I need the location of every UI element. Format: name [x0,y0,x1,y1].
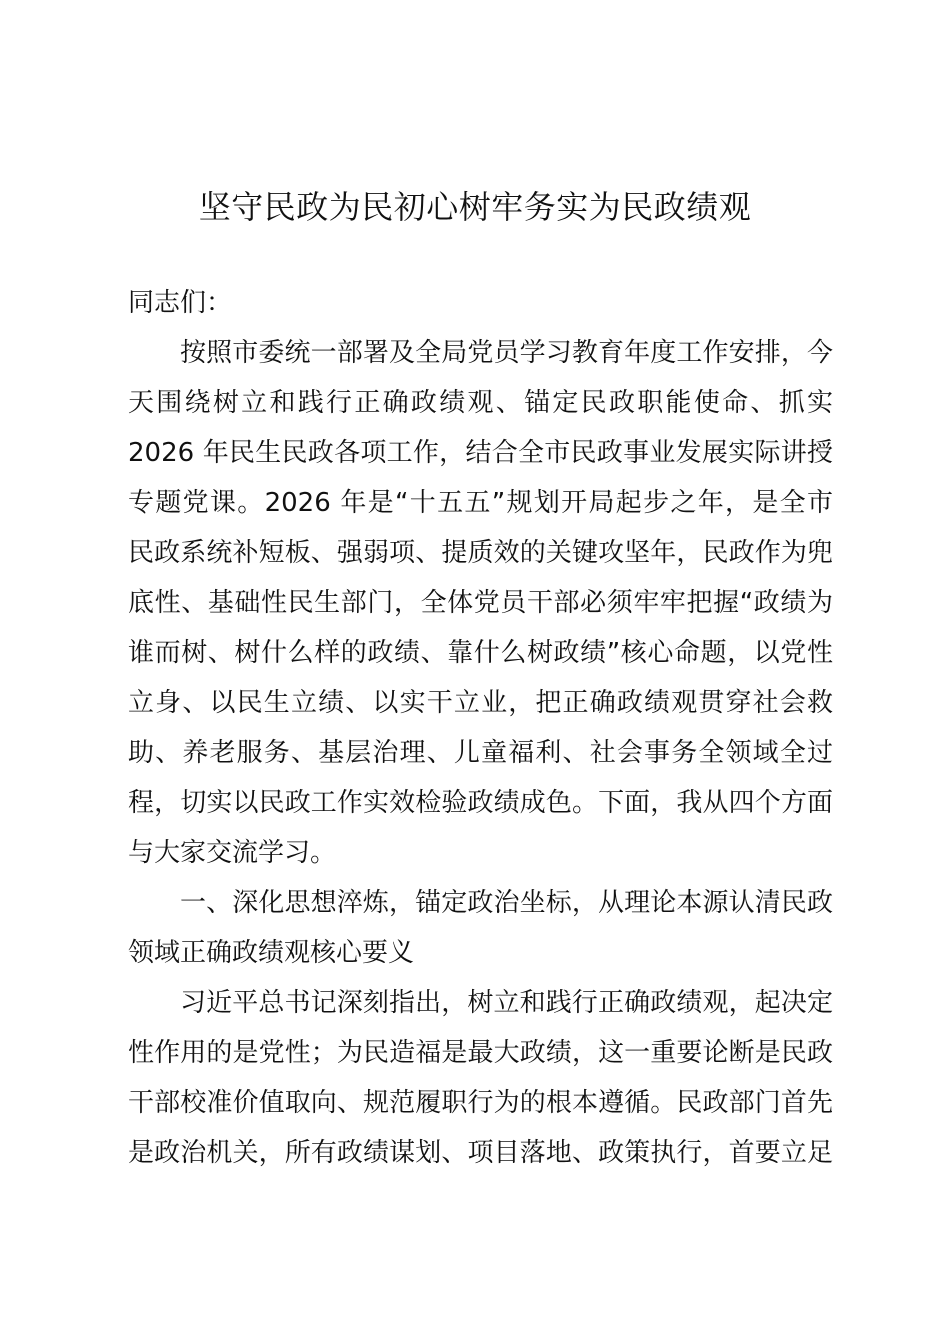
paragraph-line: 性作用的是党性；为民造福是最大政绩，这一重要论断是民政 [128,1038,833,1068]
paragraph-line: 按照市委统一部署及全局党员学习教育年度工作安排，今 [180,338,833,368]
heading-line: 一、深化思想淬炼，锚定政治坐标，从理论本源认清民政 [180,888,833,918]
paragraph-line: 干部校准价值取向、规范履职行为的根本遵循。民政部门首先 [128,1088,833,1118]
paragraph-line: 谁而树、树什么样的政绩、靠什么树政绩”核心命题，以党性 [128,638,833,668]
paragraph-line: 民政系统补短板、强弱项、提质效的关键攻坚年，民政作为兜 [128,538,833,568]
paragraph-line: 助、养老服务、基层治理、儿童福利、社会事务全领域全过 [128,738,833,768]
paragraph-line: 立身、以民生立绩、以实干立业，把正确政绩观贯穿社会救 [128,688,833,718]
paragraph-line: 天围绕树立和践行正确政绩观、锚定民政职能使命、抓实 [128,388,833,418]
paragraph-intro [128,328,833,878]
heading-line: 领域正确政绩观核心要义 [128,938,415,968]
paragraph-line: 是政治机关，所有政绩谋划、项目落地、政策执行，首要立足 [128,1138,833,1168]
paragraph-line: 2026 年民生民政各项工作，结合全市民政事业发展实际讲授 [128,438,833,468]
document-title: 坚守民政为民初心树牢务实为民政绩观 [198,188,752,226]
paragraph-section-1 [128,978,833,1178]
paragraph-line: 程，切实以民政工作实效检验政绩成色。下面，我从四个方面 [128,788,833,818]
section-heading-1 [128,878,833,978]
paragraph-line: 专题党课。2026 年是“十五五”规划开局起步之年，是全市 [128,488,833,518]
paragraph-line: 与大家交流学习。 [128,838,337,868]
paragraph-line: 底性、基础性民生部门，全体党员干部必须牢牢把握“政绩为 [128,588,833,618]
greeting: 同志们： [128,288,233,318]
paragraph-line: 习近平总书记深刻指出，树立和践行正确政绩观，起决定 [180,988,833,1018]
